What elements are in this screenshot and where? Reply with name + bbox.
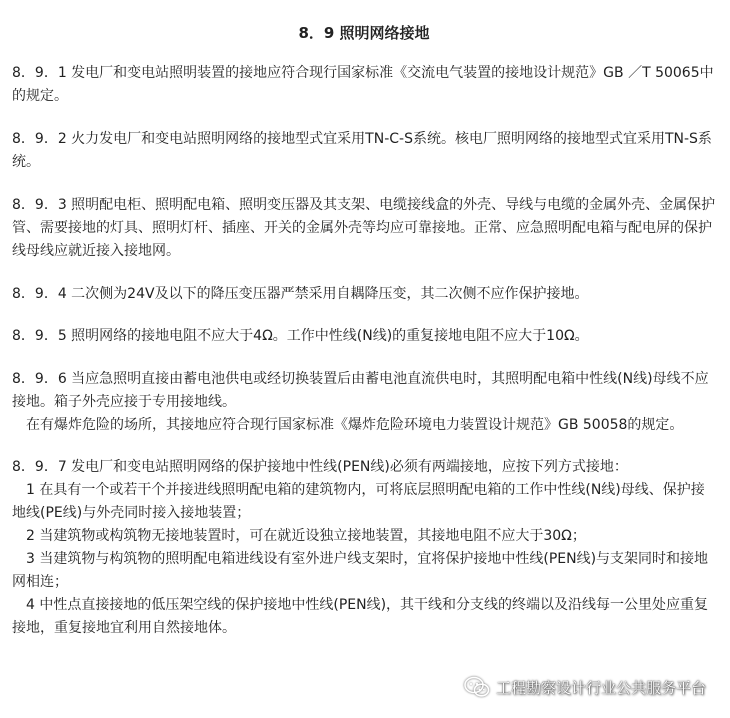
clause-8-9-5 (12, 325, 716, 348)
clause-text: 8．9．6 当应急照明直接由蓄电池供电或经切换装置后由蓄电池直流供电时，其照明配电箱中性线(N线)母线不应接地。箱子外壳应接于专用接地线。 (12, 371, 709, 410)
clause-8-9-7 (12, 456, 716, 640)
clause-8-9-1 (12, 62, 716, 108)
section-title: 8．9 照明网络接地 (298, 24, 430, 42)
clause-8-9-4 (12, 283, 716, 306)
clause-subparagraph: 在有爆炸危险的场所，其接地应符合现行国家标准《爆炸危险环境电力装置设计规范》GB 50058的规定。 (12, 417, 684, 433)
clause-item-1: 1 在具有一个或若干个并接进线照明配电箱的建筑物内，可将底层照明配电箱的工作中性线(N线)母线、保护接地线(PE线)与外壳同时接入接地装置； (12, 482, 705, 521)
clause-item-4: 4 中性点直接接地的低压架空线的保护接地中性线(PEN线)，其干线和分支线的终端以及沿线每一公里处应重复接地，重复接地宜利用自然接地体。 (12, 597, 709, 636)
clause-8-9-3 (12, 194, 716, 263)
clause-text: 8．9．5 照明网络的接地电阻不应大于4Ω。工作中性线(N线)的重复接地电阻不应大于10Ω。 (12, 328, 589, 344)
wechat-icon (464, 676, 490, 698)
clause-text: 8．9．2 火力发电厂和变电站照明网络的接地型式宜采用TN-C-S系统。核电厂照明网络的接地型式宜采用TN-S系统。 (12, 131, 712, 170)
clause-item-2: 2 当建筑物或构筑物无接地装置时，可在就近设独立接地装置，其接地电阻不应大于30Ω； (12, 528, 586, 544)
clause-8-9-2 (12, 128, 716, 174)
clause-8-9-6 (12, 368, 716, 437)
clause-item-3: 3 当建筑物与构筑物的照明配电箱进线设有室外进户线支架时，宜将保护接地中性线(PEN线)与支架同时和接地网相连； (12, 551, 709, 590)
watermark-text: 工程勘察设计行业公共服务平台 (495, 678, 706, 697)
clause-text: 8．9．4 二次侧为24V及以下的降压变压器严禁采用自耦降压变，其二次侧不应作保护接地。 (12, 286, 589, 302)
clause-text: 8．9．7 发电厂和变电站照明网络的保护接地中性线(PEN线)必须有两端接地，应按下列方式接地： (12, 459, 628, 475)
watermark (464, 676, 706, 698)
clause-text: 8．9．3 照明配电柜、照明配电箱、照明变压器及其支架、电缆接线盒的外壳、导线与电缆的金属外壳、金属保护管、需要接地的灯具、照明灯杆、插座、开关的金属外壳等均应可靠接地。正常、应急照明配电箱与配电屏的保护线母线应就近接入接地网。 (12, 197, 716, 259)
clause-text: 8．9．1 发电厂和变电站照明装置的接地应符合现行国家标准《交流电气装置的接地设计规范》GB ／T 50065中的规定。 (12, 65, 714, 104)
